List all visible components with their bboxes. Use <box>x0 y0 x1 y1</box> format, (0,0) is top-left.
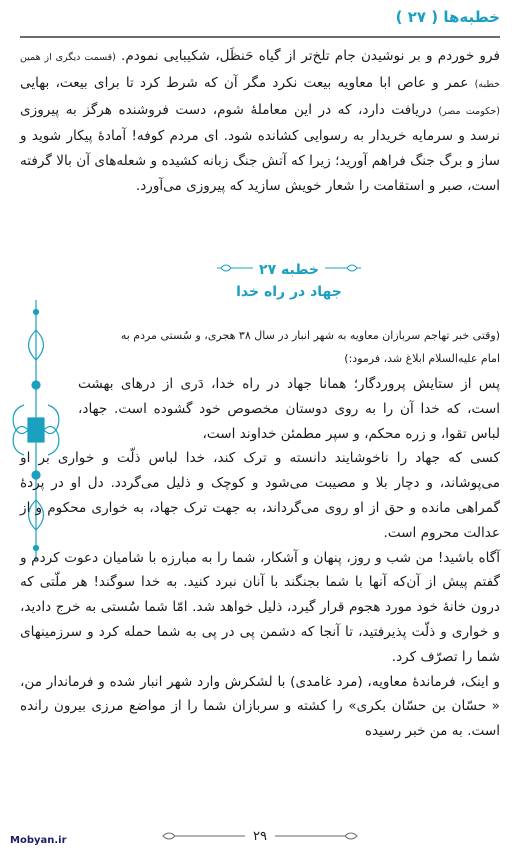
paragraph-3: آگاه باشید! من شب و روز، پنهان و آشکار، شما را به مبارزه با شامیان دعوت کردم و گفتم پیش از آن‌که آنها با شما بجنگند با آنان نبرد کنید. به خدا سوگند! هر ملّتی که درون خانۀ خود مورد هجوم قرار گیرد، ذلیل خواهد شد. امّا شما سُستی به خرج دادید، و خواری و ذلّت پذیرفتید، تا آنجا که دشمن پی در پی به شما حمله کرد و سرزمینهای شما را تصرّف کرد. <box>20 549 500 665</box>
note-line-2: امام عليه‌السلام ابلاغ شد، فرمود:) <box>344 352 500 365</box>
section-title-row <box>78 258 500 282</box>
intro-line-3: دریافت دارد، که در این معاملۀ شوم، دست فروشنده هرگز به پیروزی نرسد و سرمایه خریدار به رسوایی کشانده شود. ای مردم کوفه! آمادۀ پیکار شوید و ساز و برگ جنگ فراهم آورید؛ زیرا که آتش جنگ زبانه کشیده و شعله‌های آن بالا گرفته است، صبر و استقامت را شعار خویش سازید که پیروزی می‌آورد. <box>20 101 500 194</box>
note-line-1: (وقتی خبر تهاجم سربازان معاویه به شهر انبار در سال ٣٨ هجری، و سُستی مردم به <box>120 329 500 342</box>
intro-small-note-1: (قسمت دیگری از همین خطبه) <box>20 52 500 90</box>
main-text <box>78 324 500 370</box>
section-subtitle: جهاد در راه خدا <box>236 284 342 300</box>
section-title: خطبه ٢٧ <box>259 262 319 278</box>
section-heading <box>78 258 500 300</box>
intro-note <box>78 324 500 370</box>
paragraph-1: پس از ستایش پروردگار؛ همانا جهاد در راه خدا، دَری از درهای بهشت است، که خدا آن را به روی دوستان مخصوص خود گشوده است. جهاد، لباس تقوا، و زره محکم، و سپر مطمئن خداوند است، <box>78 376 500 442</box>
ornament-left-icon <box>325 262 361 278</box>
header-title: خطبه‌ها ( ٢٧ ) <box>395 8 500 26</box>
intro-text <box>20 44 500 199</box>
page-header <box>20 8 500 34</box>
intro-line-2: عمر و عاص ابا معاویه بیعت نکرد مگر آن که شرط کرد تا برای بیعت، بهایی <box>20 74 469 91</box>
footer-ornament-left-icon <box>155 830 245 842</box>
paragraph-4: و اینک، فرماندۀ معاویه، (مرد غامدی) با لشکرش وارد شهر انبار شده و فرماندار من، « حسّان بن حسّان بکری» را کشته و سربازان شما را از مواضع مرزی بیرون رانده است. به من خبر رسیده <box>20 673 500 740</box>
ornament-right-icon <box>217 262 253 278</box>
header-divider <box>20 36 500 38</box>
intro-line-1: فرو خوردم و بر نوشیدن جام تلخ‌تر از گیاه حَنظَل، شکیبایی نمودم. <box>121 48 500 64</box>
page-footer <box>0 823 520 849</box>
intro-small-note-2: (حکومت مصر) <box>438 105 500 117</box>
site-watermark: Mobyan.ir <box>10 835 67 846</box>
page-number: ٢٩ <box>253 828 267 844</box>
body-paragraphs <box>20 372 500 744</box>
footer-ornament-right-icon <box>275 830 365 842</box>
intro-paragraph-1 <box>20 44 500 199</box>
paragraph-2: کسی که جهاد را ناخوشایند دانسته و ترک کند، خدا لباس ذلّت و خواری بر او می‌پوشاند، و دچار بلا و مصیبت می‌شود و کوچک و ذلیل می‌گردد. دل او در پردۀ گمراهی مانده و حق از او روی می‌گرداند، به جهت ترک جهاد، به خواری محکوم و از عدالت محروم است. <box>20 450 500 541</box>
